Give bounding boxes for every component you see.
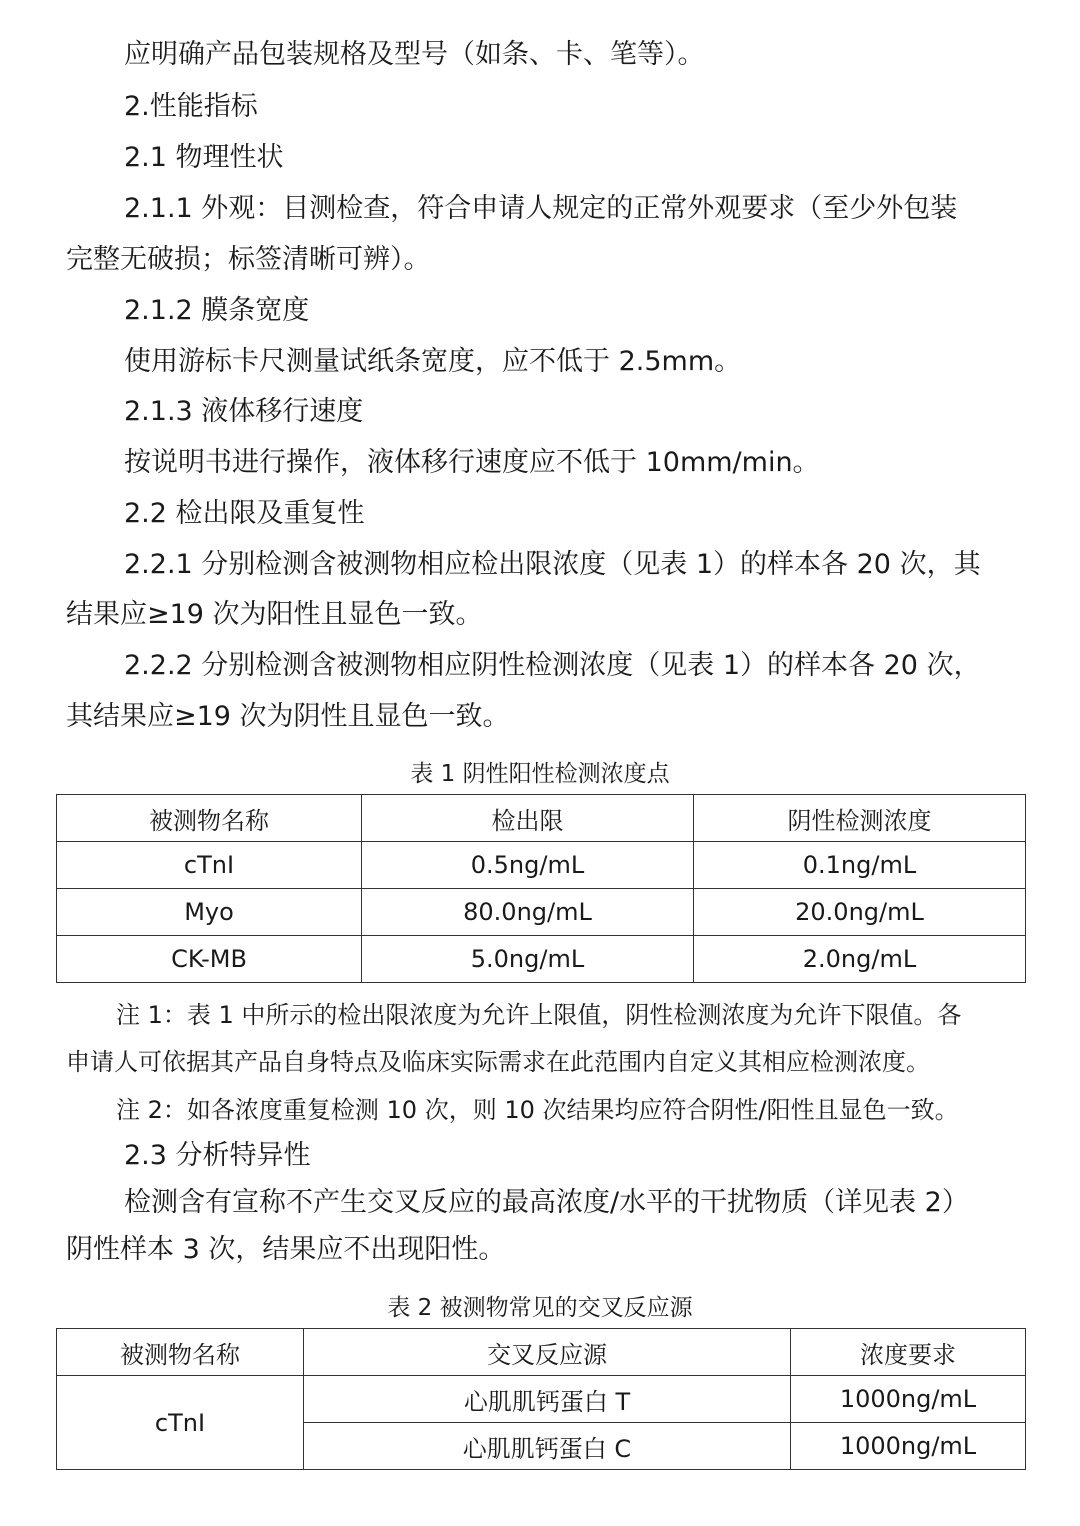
header-cell: 浓度要求 [791,1329,1026,1376]
paragraph-line: 检测含有宣称不产生交叉反应的最高浓度/水平的干扰物质（详见表 2） [124,1187,969,1218]
table-cell: 1000ng/mL [791,1423,1026,1470]
table-cell: 5.0ng/mL [362,936,694,983]
paragraph-line: 2.1.1 外观：目测检查，符合申请人规定的正常外观要求（至少外包装 [124,193,958,224]
paragraph-line: 应明确产品包装规格及型号（如条、卡、笔等）。 [124,39,705,70]
paragraph-line: 2.2.1 分别检测含被测物相应检出限浓度（见表 1）的样本各 20 次，其 [124,549,981,580]
table-row [57,936,1026,983]
paragraph-line: 2.2.2 分别检测含被测物相应阴性检测浓度（见表 1）的样本各 20 次， [124,650,981,681]
note-line: 注 2：如各浓度重复检测 10 次，则 10 次结果均应符合阴性/阳性且显色一致。 [116,1096,959,1124]
table-cell: 0.5ng/mL [362,842,694,889]
table-cell: 20.0ng/mL [694,889,1026,936]
section-heading: 2.1.2 膜条宽度 [124,295,310,326]
note-line: 注 1：表 1 中所示的检出限浓度为允许上限值，阴性检测浓度为允许下限值。各 [116,1001,962,1029]
section-heading: 2.3 分析特异性 [124,1140,311,1171]
table-cell: 心肌肌钙蛋白 T [304,1376,791,1423]
table-header-row [57,795,1026,842]
section-heading: 2.性能指标 [124,91,258,122]
table-row [57,889,1026,936]
section-heading: 2.2 检出限及重复性 [124,498,365,529]
table-cell: 2.0ng/mL [694,936,1026,983]
paragraph-line: 按说明书进行操作，液体移行速度应不低于 10mm/min。 [124,447,820,478]
paragraph-line: 使用游标卡尺测量试纸条宽度，应不低于 2.5mm。 [124,346,742,377]
table-header-row [57,1329,1026,1376]
table-2-caption: 表 2 被测物常见的交叉反应源 [387,1295,693,1321]
table-row [57,1376,1026,1423]
paragraph-line: 阴性样本 3 次，结果应不出现阳性。 [66,1234,506,1265]
paragraph-line: 完整无破损；标签清晰可辨）。 [66,244,431,275]
section-heading: 2.1 物理性状 [124,142,284,173]
paragraph-line: 结果应≥19 次为阳性且显色一致。 [66,599,483,630]
table-cell: CK-MB [57,936,362,983]
table-1 [56,794,1026,983]
table-1-caption: 表 1 阴性阳性检测浓度点 [410,761,670,787]
section-heading: 2.1.3 液体移行速度 [124,396,364,427]
table-cell: cTnI [57,842,362,889]
table-cell: cTnI [57,1376,304,1470]
table-row [57,842,1026,889]
header-cell: 阴性检测浓度 [694,795,1026,842]
table-cell: 0.1ng/mL [694,842,1026,889]
header-cell: 检出限 [362,795,694,842]
table-cell: Myo [57,889,362,936]
paragraph-line: 其结果应≥19 次为阴性且显色一致。 [66,701,510,732]
table-cell: 1000ng/mL [791,1376,1026,1423]
header-cell: 被测物名称 [57,795,362,842]
table-cell: 80.0ng/mL [362,889,694,936]
table-cell: 心肌肌钙蛋白 C [304,1423,791,1470]
note-line: 申请人可依据其产品自身特点及临床实际需求在此范围内自定义其相应检测浓度。 [66,1048,930,1076]
header-cell: 被测物名称 [57,1329,304,1376]
table-2 [56,1328,1026,1470]
header-cell: 交叉反应源 [304,1329,791,1376]
